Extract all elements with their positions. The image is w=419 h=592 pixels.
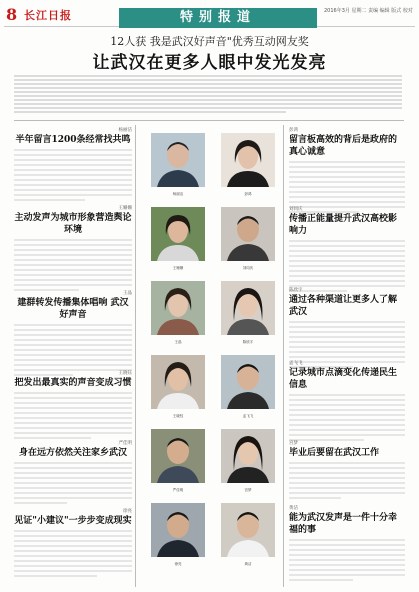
- portrait-photo: [221, 281, 275, 335]
- article: [289, 440, 405, 502]
- portrait-photo: [151, 355, 205, 409]
- page-header: [4, 4, 415, 27]
- article: [14, 290, 132, 379]
- portrait: [221, 281, 275, 343]
- byline: 宫梦: [289, 441, 298, 446]
- divider: [14, 120, 404, 121]
- article-headline: 传播正能量提升武汉高校影响力: [289, 214, 398, 236]
- byline: 王姗姗: [118, 206, 132, 211]
- page-number: 8: [6, 5, 18, 24]
- article-headline: 记录城市点滴变化传递民生信息: [289, 368, 398, 390]
- byline: 黄洁: [289, 506, 298, 511]
- article: [289, 360, 405, 444]
- byline: 刘同庆: [289, 207, 303, 212]
- article: [14, 440, 132, 507]
- portrait: [221, 133, 275, 195]
- article-headline: 通过各种渠道让更多人了解武汉: [289, 295, 398, 317]
- portrait-photo: [221, 429, 275, 483]
- portrait-photo: [221, 207, 275, 261]
- article: [14, 370, 132, 442]
- article-headline: 半年留言1200条经常找共鸣: [15, 135, 131, 145]
- photo-caption: 王晓钰: [172, 414, 184, 418]
- portrait-photo: [151, 429, 205, 483]
- portrait-photo: [151, 281, 205, 335]
- photo-caption: 宫梦: [244, 488, 252, 492]
- article-body: [289, 240, 405, 292]
- photo-caption: 陈欣宇: [242, 340, 254, 344]
- article-headline: 留言板高效的背后是政府的真心诚意: [289, 135, 398, 157]
- byline: 彭鸿: [289, 128, 298, 133]
- portrait: [221, 355, 275, 417]
- photo-caption: 刘同庆: [242, 266, 254, 270]
- header-meta: 2016年3月 星期二 责编 编辑 版式 校对: [324, 8, 413, 14]
- photo-caption: 杨丽洁: [172, 192, 184, 196]
- portrait-photo: [221, 355, 275, 409]
- article: [14, 508, 132, 580]
- article-headline: 能为武汉发声是一件十分幸福的事: [289, 513, 398, 535]
- portrait: [221, 207, 275, 269]
- portrait: [151, 207, 205, 269]
- article: [289, 287, 405, 371]
- article-headline: 见证"小建议"一步步变成现实: [14, 516, 132, 526]
- portrait: [151, 429, 205, 491]
- portrait: [151, 355, 205, 417]
- byline: 徐亮: [123, 509, 132, 514]
- byline: 严佳明: [118, 441, 132, 446]
- article: [289, 127, 405, 216]
- portrait: [151, 133, 205, 195]
- photo-caption: 黄洁: [244, 562, 252, 566]
- photo-caption: 徐亮: [174, 562, 182, 566]
- article-body: [14, 239, 132, 291]
- photo-caption: 王晶: [174, 340, 182, 344]
- photo-caption: 严佳明: [172, 488, 184, 492]
- article-headline: 主动发声为城市形象营造舆论环境: [14, 213, 132, 235]
- portrait-photo: [151, 207, 205, 261]
- article-body: [14, 530, 132, 577]
- portrait: [151, 503, 205, 565]
- photo-caption: 彭鸿: [244, 192, 252, 196]
- portrait: [151, 281, 205, 343]
- photo-caption: 王姗姗: [172, 266, 184, 270]
- article: [14, 205, 132, 294]
- byline: 王晓钰: [118, 371, 132, 376]
- article: [289, 206, 405, 295]
- column-divider: [135, 125, 136, 587]
- portrait: [221, 503, 275, 565]
- portrait-photo: [221, 133, 275, 187]
- intro-text: [14, 75, 402, 115]
- article-headline: 把发出最真实的声音变成习惯: [14, 378, 132, 388]
- byline: 杨丽洁: [118, 128, 132, 133]
- section-banner: [119, 8, 317, 28]
- portrait-photo: [151, 503, 205, 557]
- article-body: [14, 462, 132, 504]
- column-divider: [283, 125, 284, 587]
- byline: 孟飞飞: [289, 361, 303, 366]
- article: [14, 127, 132, 204]
- article-body: [14, 392, 132, 439]
- article-headline: 身在远方依然关注家乡武汉: [18, 448, 127, 458]
- article-body: [14, 149, 132, 201]
- article-body: [289, 539, 405, 581]
- article-body: [289, 394, 405, 441]
- article-body: [289, 462, 405, 499]
- article-body: [14, 324, 132, 376]
- photo-caption: 孟飞飞: [242, 414, 254, 418]
- subtitle: 12人获 我是武汉好声音"优秀互动网友奖: [110, 35, 309, 48]
- section-label: 特别报道: [179, 10, 256, 25]
- article: [289, 505, 405, 584]
- byline: 王晶: [123, 291, 132, 296]
- portrait-photo: [221, 503, 275, 557]
- portrait-photo: [151, 133, 205, 187]
- newspaper-logo: 长江日报: [24, 9, 72, 22]
- page-title: 让武汉在更多人眼中发光发亮: [92, 53, 327, 73]
- portrait: [221, 429, 275, 491]
- article-headline: 毕业后要留在武汉工作: [289, 448, 380, 458]
- byline: 陈欣宇: [289, 288, 303, 293]
- article-headline: 建群转发传播集体唱响 武汉好声音: [17, 298, 129, 320]
